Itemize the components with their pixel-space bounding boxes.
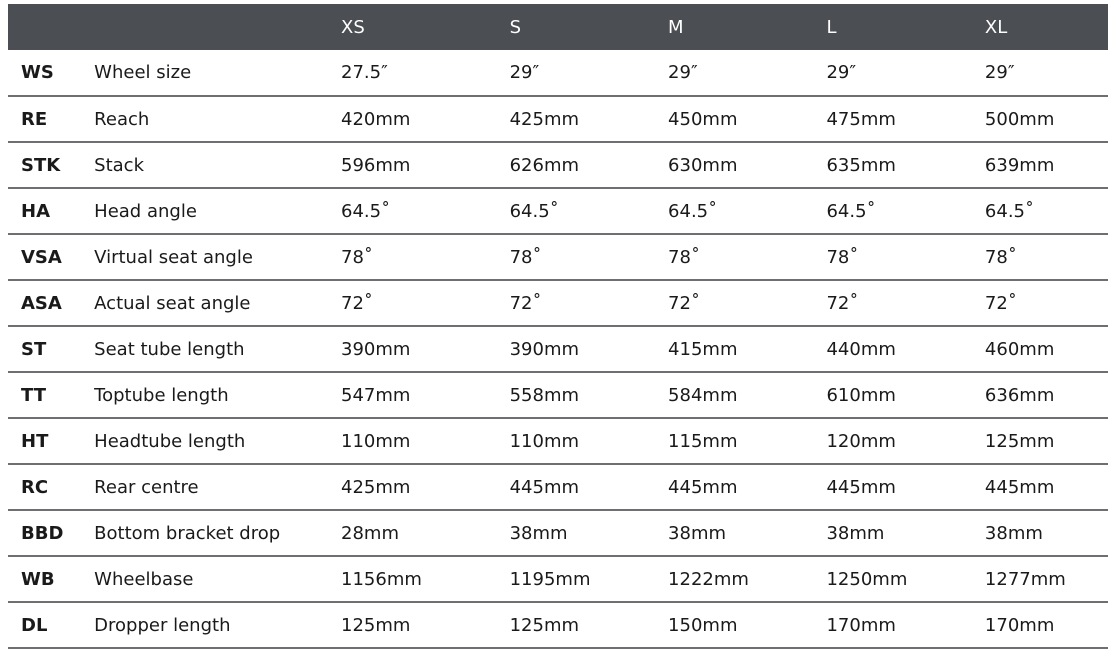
value-cell-m: 150mm [668,614,738,636]
value-cell-xl: 125mm [984,430,1055,452]
row-label: Bottom bracket drop [94,522,281,544]
value-cell-l: 170mm [826,614,896,636]
value-cell-xs: 390mm [341,338,411,360]
row-abbreviation: RE [21,108,48,130]
value-cell-xl: 72˚ [984,292,1017,314]
header-size-s: S [509,16,522,38]
value-cell-s: 78˚ [509,246,542,268]
row-label: Seat tube length [94,338,245,360]
header-size-xl: XL [984,16,1008,38]
row-abbreviation: STK [21,154,61,176]
value-cell-l: 635mm [826,154,896,176]
value-cell-s: 72˚ [509,292,542,314]
table-row [8,510,1108,556]
value-cell-l: 72˚ [826,292,859,314]
value-cell-m: 445mm [668,476,738,498]
row-label: Stack [94,154,145,176]
row-label: Dropper length [94,614,231,636]
value-cell-m: 64.5˚ [668,200,718,222]
header-row [8,4,1108,50]
value-cell-l: 610mm [826,384,896,406]
value-cell-xl: 29″ [984,62,1015,83]
table-body [8,50,1108,648]
value-cell-xl: 38mm [984,522,1043,544]
value-cell-xs: 420mm [341,108,411,130]
value-cell-s: 29″ [509,62,540,83]
row-abbreviation: ASA [21,292,62,314]
value-cell-l: 120mm [826,430,896,452]
header-size-m: M [668,16,684,38]
value-cell-xs: 78˚ [341,246,373,268]
row-abbreviation: HA [21,200,50,222]
value-cell-s: 445mm [509,476,580,498]
value-cell-s: 390mm [509,338,580,360]
value-cell-l: 1250mm [826,568,908,590]
value-cell-xl: 64.5˚ [984,200,1034,222]
geometry-table [8,4,1108,649]
row-label: Headtube length [94,430,246,452]
value-cell-xs: 425mm [341,476,411,498]
value-cell-xl: 460mm [984,338,1055,360]
value-cell-xl: 639mm [984,154,1055,176]
value-cell-m: 29″ [668,62,698,83]
value-cell-m: 78˚ [668,246,700,268]
value-cell-l: 29″ [826,62,857,83]
row-abbreviation: ST [21,338,47,360]
row-label: Wheelbase [94,568,194,590]
row-label: Virtual seat angle [94,246,253,268]
row-abbreviation: BBD [21,522,64,544]
row-label: Head angle [94,200,197,222]
value-cell-xs: 72˚ [341,292,373,314]
table-row [8,464,1108,510]
value-cell-l: 445mm [826,476,896,498]
table-row [8,142,1108,188]
row-abbreviation: TT [21,384,46,406]
table-header [8,4,1108,50]
table-row [8,280,1108,326]
row-label: Rear centre [94,476,199,498]
row-abbreviation: RC [21,476,49,498]
row-abbreviation: VSA [21,246,62,268]
value-cell-xl: 78˚ [984,246,1017,268]
value-cell-xl: 500mm [984,108,1055,130]
value-cell-l: 475mm [826,108,896,130]
value-cell-l: 38mm [826,522,885,544]
table-row [8,602,1108,648]
row-abbreviation: DL [21,614,48,636]
header-size-l: L [826,16,837,38]
value-cell-s: 626mm [509,154,580,176]
value-cell-xs: 1156mm [341,568,422,590]
value-cell-xs: 125mm [341,614,411,636]
value-cell-xs: 110mm [341,430,411,452]
value-cell-s: 38mm [509,522,568,544]
table-row [8,556,1108,602]
header-label-cell [84,4,333,50]
row-label: Toptube length [94,384,229,406]
value-cell-xl: 636mm [984,384,1055,406]
value-cell-s: 110mm [509,430,580,452]
row-label: Reach [94,108,150,130]
row-label: Wheel size [94,62,192,83]
value-cell-s: 425mm [509,108,580,130]
value-cell-s: 125mm [509,614,580,636]
header-size-xs: XS [341,16,365,38]
table-row [8,326,1108,372]
row-abbreviation: WB [21,568,55,590]
value-cell-m: 72˚ [668,292,700,314]
value-cell-s: 64.5˚ [509,200,559,222]
table-row [8,418,1108,464]
value-cell-s: 1195mm [509,568,591,590]
value-cell-m: 630mm [668,154,738,176]
table-row [8,96,1108,142]
value-cell-xl: 1277mm [984,568,1066,590]
table-row [8,188,1108,234]
value-cell-l: 440mm [826,338,896,360]
value-cell-s: 558mm [509,384,580,406]
value-cell-l: 64.5˚ [826,200,876,222]
row-abbreviation: HT [21,430,49,452]
row-abbreviation: WS [21,62,54,83]
value-cell-m: 415mm [668,338,738,360]
value-cell-xs: 27.5″ [341,62,388,83]
header-abbr-cell [8,4,84,50]
table-row [8,372,1108,418]
value-cell-m: 450mm [668,108,738,130]
row-label: Actual seat angle [94,292,251,314]
value-cell-xs: 64.5˚ [341,200,391,222]
table-row [8,50,1108,96]
value-cell-m: 1222mm [668,568,749,590]
value-cell-m: 584mm [668,384,738,406]
value-cell-xl: 170mm [984,614,1055,636]
table-row [8,234,1108,280]
value-cell-xs: 28mm [341,522,399,544]
value-cell-m: 115mm [668,430,738,452]
value-cell-xs: 596mm [341,154,411,176]
value-cell-m: 38mm [668,522,727,544]
value-cell-l: 78˚ [826,246,859,268]
value-cell-xs: 547mm [341,384,411,406]
value-cell-xl: 445mm [984,476,1055,498]
